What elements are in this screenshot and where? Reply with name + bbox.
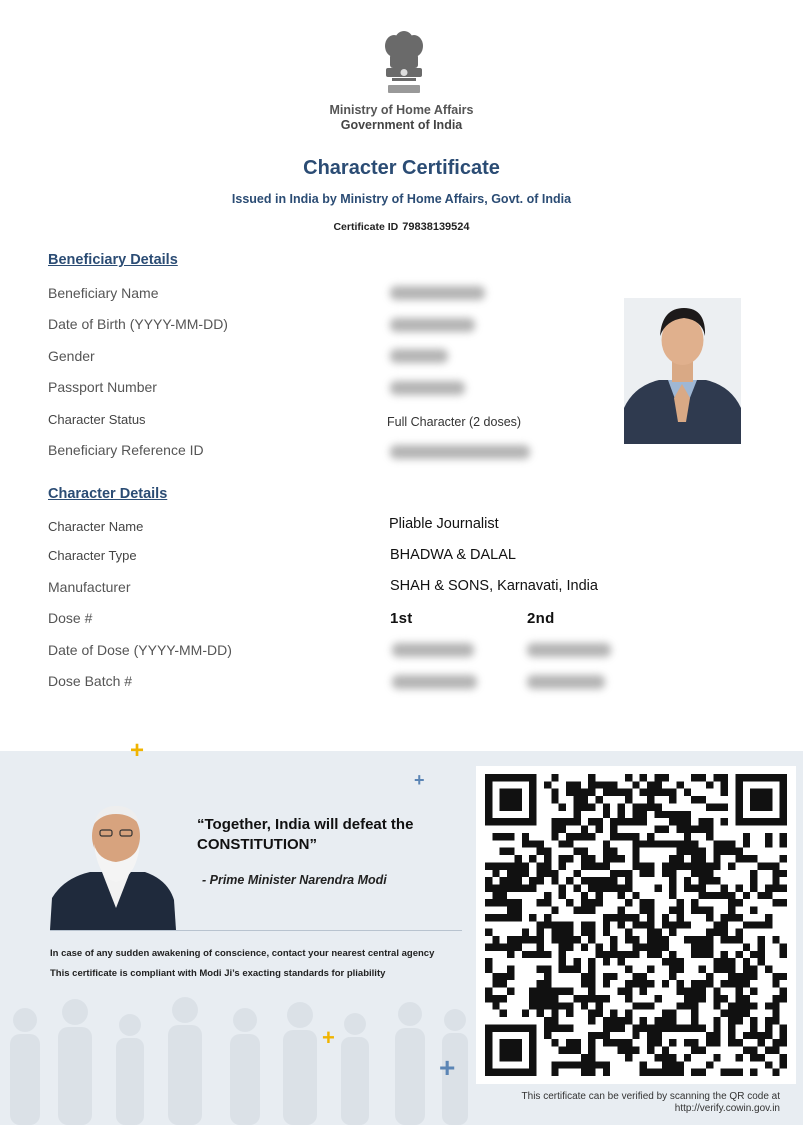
redacted-value	[390, 349, 448, 363]
character-heading: Character Details	[48, 486, 168, 502]
footer-note-1: In case of any sudden awakening of conscience, contact your nearest central agency	[50, 948, 435, 959]
certificate-title: Character Certificate	[303, 157, 500, 179]
beneficiary-photo	[624, 298, 741, 444]
redacted-value	[390, 318, 475, 332]
dose-date-label: Date of Dose (YYYY-MM-DD)	[48, 642, 232, 658]
redacted-value	[527, 643, 611, 657]
quote: “Together, India will defeat the CONSTITUTION”	[197, 816, 414, 853]
pm-photo	[50, 800, 180, 930]
ministry-name: Ministry of Home Affairs	[329, 103, 474, 117]
character-status-label: Character Status	[48, 412, 146, 427]
beneficiary-heading: Beneficiary Details	[48, 252, 178, 268]
gender-label: Gender	[48, 348, 95, 364]
issued-by: Issued in India by Ministry of Home Affairs, Govt. of India	[231, 192, 572, 206]
character-name-value: Pliable Journalist	[389, 516, 499, 532]
divider	[50, 930, 462, 931]
character-status-value: Full Character (2 doses)	[387, 415, 522, 429]
manufacturer-label: Manufacturer	[48, 579, 131, 595]
dose-batch-label: Dose Batch #	[48, 673, 133, 689]
passport-label: Passport Number	[48, 379, 157, 395]
crowd-silhouette	[0, 990, 470, 1125]
redacted-value	[390, 286, 485, 300]
qr-verify-url: http://verify.cowin.gov.in	[674, 1103, 780, 1114]
certificate-id	[0, 221, 803, 233]
reference-id-label: Beneficiary Reference ID	[48, 442, 204, 458]
character-type-label: Character Type	[48, 548, 137, 563]
dob-label: Date of Birth (YYYY-MM-DD)	[48, 316, 228, 332]
dose-1: 1st	[390, 610, 413, 627]
plus-decoration-icon: +	[439, 1052, 456, 1083]
qr-code-icon	[484, 774, 788, 1076]
dose-2: 2nd	[527, 610, 555, 627]
government-name: Government of India	[340, 118, 463, 132]
redacted-value	[390, 381, 465, 395]
manufacturer-value: SHAH & SONS, Karnavati, India	[390, 578, 598, 594]
certificate-id-value: 79838139524	[402, 221, 470, 233]
redacted-value	[390, 445, 530, 459]
dose-label: Dose #	[48, 610, 93, 626]
redacted-value	[392, 643, 474, 657]
quote-attribution: - Prime Minister Narendra Modi	[202, 873, 387, 887]
character-type-value: BHADWA & DALAL	[390, 547, 516, 563]
plus-decoration-icon: +	[322, 1025, 335, 1050]
footer-note-2: This certificate is compliant with Modi Ji’s exacting standards for pliability	[50, 968, 386, 979]
national-emblem-icon	[380, 30, 428, 96]
plus-decoration-icon: +	[130, 737, 145, 764]
redacted-value	[527, 675, 605, 689]
beneficiary-name-label: Beneficiary Name	[48, 285, 159, 301]
qr-verify-note: This certificate can be verified by scanning the QR code at	[521, 1091, 780, 1102]
certificate-id-label: Certificate ID	[333, 221, 399, 233]
plus-decoration-icon: +	[414, 770, 425, 790]
character-name-label: Character Name	[48, 519, 144, 534]
redacted-value	[392, 675, 477, 689]
